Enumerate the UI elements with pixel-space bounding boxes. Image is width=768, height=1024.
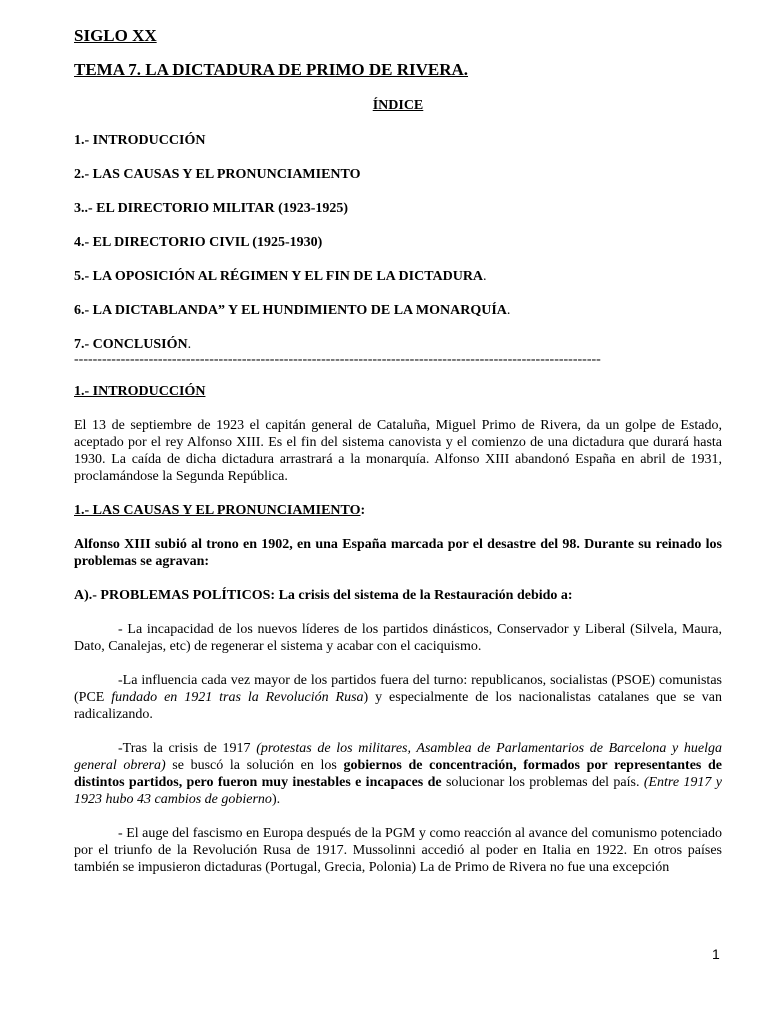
subsection-heading: A).- PROBLEMAS POLÍTICOS: La crisis del sistema de la Restauración debido a: <box>74 588 573 603</box>
toc-item: 3..- EL DIRECTORIO MILITAR (1923-1925) <box>74 201 349 216</box>
page-number: 1 <box>712 946 720 962</box>
body-paragraph: -La influencia cada vez mayor de los partidos fuera del turno: republicanos, socialistas (PSOE) comunistas (PCE fundado en 1921 tras la Revolución Rusa) y especialmente de los nacionalistas catalanes que se van radicalizando. <box>74 673 722 722</box>
body-paragraph: -Tras la crisis de 1917 (protestas de los militares, Asamblea de Parlamentarios de Barcelona y huelga general obrera) se buscó la solución en los gobiernos de concentración, formados por representantes de distintos partidos, pero fueron muy inestables e incapaces de solucionar los problemas del país. (Entre 1917 y 1923 hubo 43 cambios de gobierno). <box>74 741 722 807</box>
body-paragraph: - El auge del fascismo en Europa después de la PGM y como reacción al avance del comunismo potenciado por el triunfo de la Revolución Rusa de 1917. Mussolinni accedió al poder en Italia en 1922. En otros países también se impusieron dictaduras (Portugal, Grecia, Polonia) La de Primo de Rivera no fue una excepción <box>74 826 722 875</box>
section-heading: 1.- INTRODUCCIÓN <box>74 384 206 399</box>
table-of-contents <box>74 132 722 353</box>
toc-item: 5.- LA OPOSICIÓN AL RÉGIMEN Y EL FIN DE LA DICTADURA. <box>74 269 487 284</box>
toc-item: 1.- INTRODUCCIÓN <box>74 133 206 148</box>
toc-item: 4.- EL DIRECTORIO CIVIL (1925-1930) <box>74 235 323 250</box>
index-heading: ÍNDICE <box>372 98 424 113</box>
toc-item: 2.- LAS CAUSAS Y EL PRONUNCIAMIENTO <box>74 167 361 182</box>
toc-item: 6.- LA DICTABLANDA” Y EL HUNDIMIENTO DE LA MONARQUÍA. <box>74 303 511 318</box>
toc-item: 7.- CONCLUSIÓN. <box>74 337 192 352</box>
section-intro: Alfonso XIII subió al trono en 1902, en una España marcada por el desastre del 98. Durante su reinado los problemas se agravan: <box>74 537 722 569</box>
intro-paragraph: El 13 de septiembre de 1923 el capitán general de Cataluña, Miguel Primo de Rivera, da un golpe de Estado, aceptado por el rey Alfonso XIII. Es el fin del sistema canovista y el comienzo de una dictadura que durará hasta 1930. La caída de dicha dictadura arrastrará a la monarquía. Alfonso XIII abandonó España en abril de 1931, proclamándose la Segunda República. <box>74 418 722 484</box>
document-page <box>74 26 722 876</box>
doc-subtitle: TEMA 7. LA DICTADURA DE PRIMO DE RIVERA. <box>74 60 469 79</box>
doc-title: SIGLO XX <box>74 26 157 45</box>
body-paragraph: - La incapacidad de los nuevos líderes de los partidos dinásticos, Conservador y Liberal (Silvela, Maura, Dato, Canalejas, etc) de regenerar el sistema y acabar con el caciquismo. <box>74 622 722 654</box>
separator-line: ----------------------------------------------------------------------------------------------------------------- <box>74 353 601 367</box>
section-heading: 1.- LAS CAUSAS Y EL PRONUNCIAMIENTO: <box>74 503 366 518</box>
